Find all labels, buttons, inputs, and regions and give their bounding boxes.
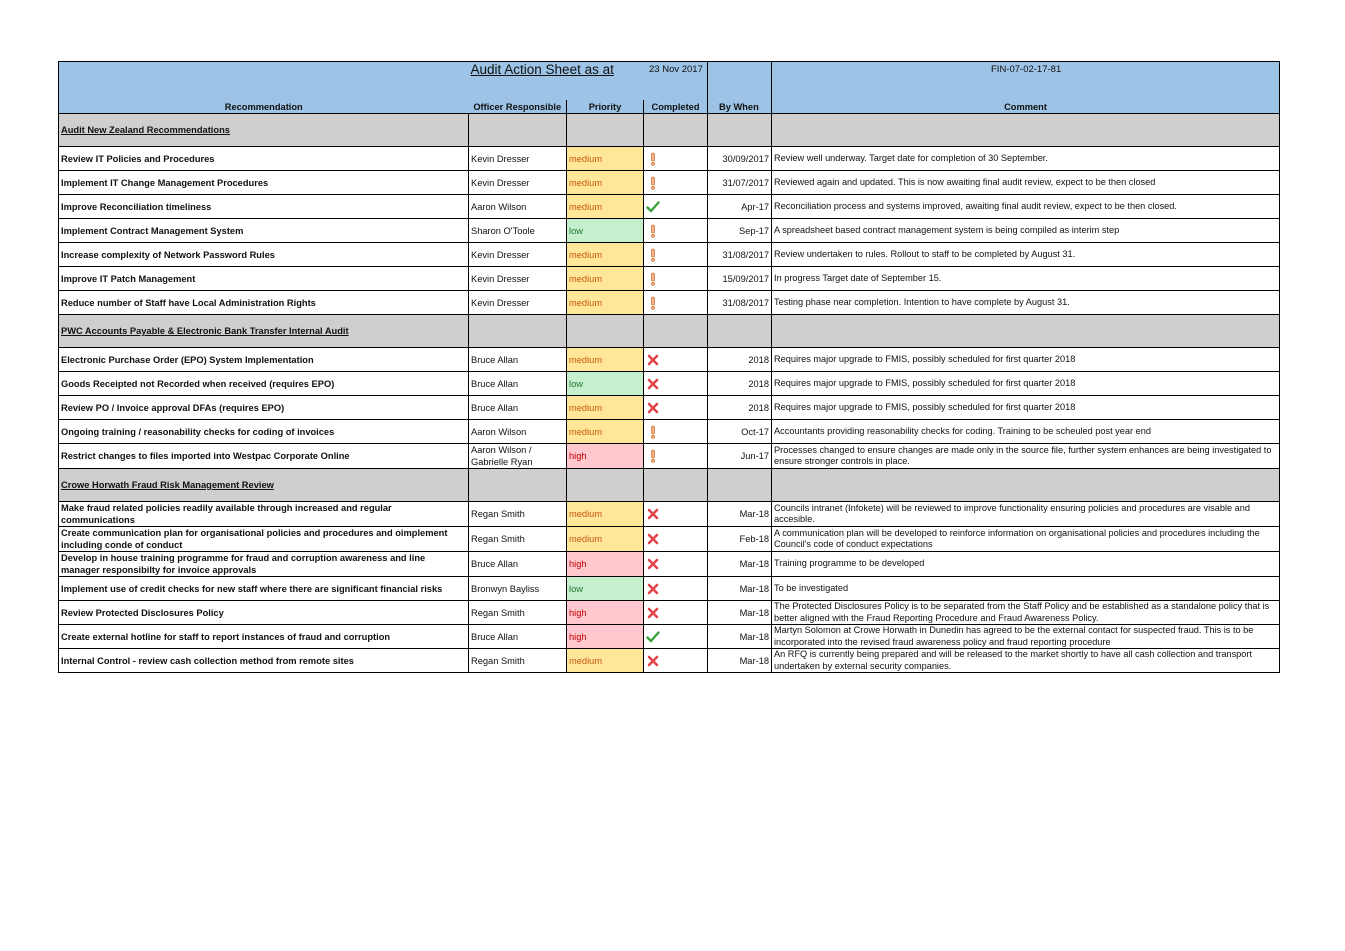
- sheet-title: Audit Action Sheet as at: [470, 62, 614, 77]
- officer-cell: Aaron Wilson / Gabrielle Ryan: [469, 444, 567, 469]
- cross-icon: [646, 507, 660, 521]
- cross-icon: [646, 401, 660, 415]
- officer-cell: Bruce Allan: [469, 625, 567, 649]
- completed-cell: [644, 396, 708, 420]
- recommendation-cell: Restrict changes to files imported into Westpac Corporate Online: [59, 444, 469, 469]
- section-empty-cell: [772, 114, 1280, 147]
- section-empty-cell: [644, 469, 708, 502]
- table-row: [59, 396, 1280, 420]
- exclamation-icon: [646, 224, 660, 238]
- completed-cell: [644, 219, 708, 243]
- comment-cell: Processes changed to ensure changes are made only in the source file, further system enhances are being investigated to ensure stronger controls in place.: [772, 444, 1280, 469]
- recommendation-cell: Review IT Policies and Procedures: [59, 147, 469, 171]
- priority-cell: low: [567, 577, 644, 601]
- priority-cell: medium: [567, 348, 644, 372]
- table-row: [59, 502, 1280, 527]
- comment-cell: Reviewed again and updated. This is now awaiting final audit review, expect to be then closed: [772, 171, 1280, 195]
- section-empty-cell: [708, 469, 772, 502]
- officer-cell: Aaron Wilson: [469, 420, 567, 444]
- by-when-cell: 30/09/2017: [708, 147, 772, 171]
- recommendation-cell: Ongoing training / reasonability checks for coding of invoices: [59, 420, 469, 444]
- exclamation-icon: [646, 425, 660, 439]
- officer-cell: Bruce Allan: [469, 396, 567, 420]
- priority-cell: high: [567, 444, 644, 469]
- officer-cell: Regan Smith: [469, 527, 567, 552]
- by-when-cell: 2018: [708, 396, 772, 420]
- by-when-cell: Mar-18: [708, 552, 772, 577]
- table-row: [59, 625, 1280, 649]
- priority-cell: low: [567, 219, 644, 243]
- recommendation-cell: Internal Control - review cash collection method from remote sites: [59, 649, 469, 673]
- section-empty-cell: [644, 315, 708, 348]
- priority-cell: low: [567, 372, 644, 396]
- check-icon: [646, 630, 660, 644]
- by-when-cell: Mar-18: [708, 502, 772, 527]
- by-when-cell: Oct-17: [708, 420, 772, 444]
- officer-cell: Aaron Wilson: [469, 195, 567, 219]
- comment-cell: To be investigated: [772, 577, 1280, 601]
- cross-icon: [646, 582, 660, 596]
- recommendation-cell: Create external hotline for staff to report instances of fraud and corruption: [59, 625, 469, 649]
- section-empty-cell: [567, 315, 644, 348]
- priority-cell: medium: [567, 291, 644, 315]
- section-empty-cell: [708, 114, 772, 147]
- section-empty-cell: [772, 469, 1280, 502]
- by-when-cell: Mar-18: [708, 625, 772, 649]
- completed-cell: [644, 649, 708, 673]
- exclamation-icon: [646, 272, 660, 286]
- priority-cell: medium: [567, 147, 644, 171]
- comment-cell: Martyn Solomon at Crowe Horwath in Dunedin has agreed to be the external contact for suspected fraud. This is to be incorporated into the revised fraud awareness policy and fraud reporting procedure: [772, 625, 1280, 649]
- recommendation-cell: Improve IT Patch Management: [59, 267, 469, 291]
- comment-cell: Testing phase near completion. Intention to have complete by August 31.: [772, 291, 1280, 315]
- priority-cell: medium: [567, 420, 644, 444]
- by-when-cell: 2018: [708, 348, 772, 372]
- completed-cell: [644, 601, 708, 625]
- recommendation-cell: Make fraud related policies readily available through increased and regular communications: [59, 502, 469, 527]
- comment-cell: A spreadsheet based contract management system is being compiled as interim step: [772, 219, 1280, 243]
- table-row: [59, 420, 1280, 444]
- recommendation-cell: Implement use of credit checks for new staff where there are significant financial risks: [59, 577, 469, 601]
- officer-cell: Regan Smith: [469, 649, 567, 673]
- section-empty-cell: [708, 315, 772, 348]
- col-header-completed: Completed: [644, 100, 708, 114]
- by-when-cell: 15/09/2017: [708, 267, 772, 291]
- priority-cell: medium: [567, 527, 644, 552]
- completed-cell: [644, 527, 708, 552]
- comment-cell: Reconciliation process and systems improved, awaiting final audit review, expect to be then closed.: [772, 195, 1280, 219]
- exclamation-icon: [646, 248, 660, 262]
- officer-cell: Kevin Dresser: [469, 267, 567, 291]
- officer-cell: Bruce Allan: [469, 552, 567, 577]
- col-header-officer: Officer Responsible: [469, 100, 567, 114]
- comment-cell: Review undertaken to rules. Rollout to staff to be completed by August 31.: [772, 243, 1280, 267]
- officer-cell: Bruce Allan: [469, 348, 567, 372]
- cross-icon: [646, 606, 660, 620]
- by-when-cell: Jun-17: [708, 444, 772, 469]
- exclamation-icon: [646, 176, 660, 190]
- by-when-cell: 31/08/2017: [708, 291, 772, 315]
- section-title: PWC Accounts Payable & Electronic Bank Transfer Internal Audit: [59, 315, 469, 348]
- table-row: [59, 267, 1280, 291]
- cross-icon: [646, 654, 660, 668]
- comment-cell: In progress Target date of September 15.: [772, 267, 1280, 291]
- comment-cell: A communication plan will be developed to reinforce information on organisational policies and procedures including the Council's code of conduct expectations: [772, 527, 1280, 552]
- table-row: [59, 552, 1280, 577]
- table-row: [59, 348, 1280, 372]
- recommendation-cell: Improve Reconciliation timeliness: [59, 195, 469, 219]
- table-row: [59, 219, 1280, 243]
- col-header-by-when: By When: [708, 100, 772, 114]
- table-row: [59, 171, 1280, 195]
- completed-cell: [644, 577, 708, 601]
- table-row: [59, 372, 1280, 396]
- section-empty-cell: [567, 469, 644, 502]
- by-when-cell: 31/08/2017: [708, 243, 772, 267]
- recommendation-cell: Develop in house training programme for fraud and corruption awareness and line manager responsibilty for invoice approvals: [59, 552, 469, 577]
- completed-cell: [644, 291, 708, 315]
- completed-cell: [644, 147, 708, 171]
- completed-cell: [644, 171, 708, 195]
- by-when-cell: Mar-18: [708, 601, 772, 625]
- sheet-reference: FIN-07-02-17-81: [991, 64, 1062, 75]
- officer-cell: Regan Smith: [469, 502, 567, 527]
- priority-cell: medium: [567, 502, 644, 527]
- priority-cell: medium: [567, 267, 644, 291]
- col-header-recommendation: Recommendation: [59, 100, 469, 114]
- cross-icon: [646, 532, 660, 546]
- table-body: [59, 62, 1280, 673]
- by-when-cell: Mar-18: [708, 649, 772, 673]
- comment-cell: Review well underway. Target date for completion of 30 September.: [772, 147, 1280, 171]
- priority-cell: high: [567, 625, 644, 649]
- priority-cell: medium: [567, 195, 644, 219]
- section-empty-cell: [469, 315, 567, 348]
- priority-cell: high: [567, 601, 644, 625]
- table-row: [59, 601, 1280, 625]
- recommendation-cell: Review Protected Disclosures Policy: [59, 601, 469, 625]
- officer-cell: Bronwyn Bayliss: [469, 577, 567, 601]
- section-title: Audit New Zealand Recommendations: [59, 114, 469, 147]
- recommendation-cell: Increase complexity of Network Password Rules: [59, 243, 469, 267]
- header-row-columns: [59, 100, 1280, 114]
- completed-cell: [644, 372, 708, 396]
- comment-cell: Requires major upgrade to FMIS, possibly scheduled for first quarter 2018: [772, 348, 1280, 372]
- comment-cell: Requires major upgrade to FMIS, possibly scheduled for first quarter 2018: [772, 396, 1280, 420]
- completed-cell: [644, 348, 708, 372]
- recommendation-cell: Electronic Purchase Order (EPO) System Implementation: [59, 348, 469, 372]
- priority-cell: medium: [567, 243, 644, 267]
- officer-cell: Kevin Dresser: [469, 291, 567, 315]
- completed-cell: [644, 552, 708, 577]
- comment-cell: Accountants providing reasonability checks for coding. Training to be scheuled post year end: [772, 420, 1280, 444]
- audit-table: [58, 61, 1280, 673]
- comment-cell: Councils intranet (Infokete) will be reviewed to improve functionality ensuring policies and procedures are visable and accesible.: [772, 502, 1280, 527]
- section-title: Crowe Horwath Fraud Risk Management Review: [59, 469, 469, 502]
- completed-cell: [644, 420, 708, 444]
- priority-cell: medium: [567, 171, 644, 195]
- by-when-cell: Mar-18: [708, 577, 772, 601]
- officer-cell: Sharon O'Toole: [469, 219, 567, 243]
- completed-cell: [644, 625, 708, 649]
- table-row: [59, 527, 1280, 552]
- officer-cell: Kevin Dresser: [469, 147, 567, 171]
- officer-cell: Kevin Dresser: [469, 243, 567, 267]
- cross-icon: [646, 377, 660, 391]
- section-row: [59, 469, 1280, 502]
- officer-cell: Regan Smith: [469, 601, 567, 625]
- officer-cell: Bruce Allan: [469, 372, 567, 396]
- priority-cell: high: [567, 552, 644, 577]
- officer-cell: Kevin Dresser: [469, 171, 567, 195]
- header-row-title: [59, 62, 1280, 101]
- recommendation-cell: Implement IT Change Management Procedures: [59, 171, 469, 195]
- table-row: [59, 147, 1280, 171]
- exclamation-icon: [646, 296, 660, 310]
- check-icon: [646, 200, 660, 214]
- by-when-cell: Feb-18: [708, 527, 772, 552]
- cross-icon: [646, 353, 660, 367]
- comment-cell: The Protected Disclosures Policy is to be separated from the Staff Policy and be established as a standalone policy that is better aligned with the Fraud Reporting Procedure and Fraud Awareness Policy.: [772, 601, 1280, 625]
- section-empty-cell: [469, 114, 567, 147]
- by-when-cell: Apr-17: [708, 195, 772, 219]
- recommendation-cell: Review PO / Invoice approval DFAs (requires EPO): [59, 396, 469, 420]
- by-when-cell: 31/07/2017: [708, 171, 772, 195]
- comment-cell: Training programme to be developed: [772, 552, 1280, 577]
- recommendation-cell: Create communication plan for organisational policies and procedures and oimplement including conde of conduct: [59, 527, 469, 552]
- table-row: [59, 649, 1280, 673]
- audit-action-sheet: [58, 61, 1279, 673]
- comment-cell: Requires major upgrade to FMIS, possibly scheduled for first quarter 2018: [772, 372, 1280, 396]
- exclamation-icon: [646, 449, 660, 463]
- completed-cell: [644, 243, 708, 267]
- table-row: [59, 195, 1280, 219]
- recommendation-cell: Implement Contract Management System: [59, 219, 469, 243]
- section-empty-cell: [772, 315, 1280, 348]
- col-header-comment: Comment: [772, 100, 1280, 114]
- section-empty-cell: [567, 114, 644, 147]
- col-header-priority: Priority: [567, 100, 644, 114]
- sheet-date: 23 Nov 2017: [649, 64, 703, 75]
- section-row: [59, 315, 1280, 348]
- priority-cell: medium: [567, 396, 644, 420]
- table-row: [59, 291, 1280, 315]
- completed-cell: [644, 502, 708, 527]
- by-when-cell: 2018: [708, 372, 772, 396]
- cross-icon: [646, 557, 660, 571]
- comment-cell: An RFQ is currently being prepared and will be released to the market shortly to have all cash collection and transport undertaken by external security companies.: [772, 649, 1280, 673]
- section-empty-cell: [469, 469, 567, 502]
- recommendation-cell: Reduce number of Staff have Local Administration Rights: [59, 291, 469, 315]
- table-row: [59, 444, 1280, 469]
- completed-cell: [644, 267, 708, 291]
- table-row: [59, 243, 1280, 267]
- completed-cell: [644, 195, 708, 219]
- section-row: [59, 114, 1280, 147]
- by-when-cell: Sep-17: [708, 219, 772, 243]
- table-row: [59, 577, 1280, 601]
- exclamation-icon: [646, 152, 660, 166]
- section-empty-cell: [644, 114, 708, 147]
- recommendation-cell: Goods Receipted not Recorded when received (requires EPO): [59, 372, 469, 396]
- completed-cell: [644, 444, 708, 469]
- priority-cell: medium: [567, 649, 644, 673]
